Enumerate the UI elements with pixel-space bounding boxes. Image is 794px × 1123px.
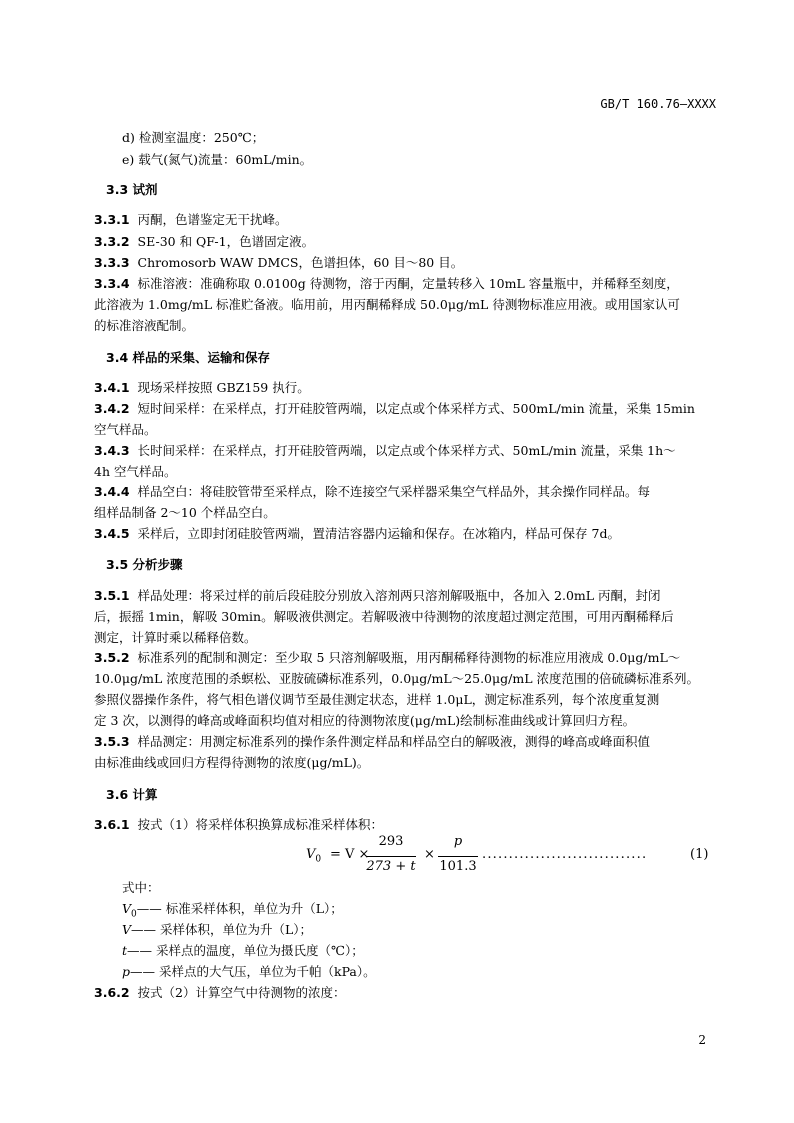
fraction-bar xyxy=(366,856,416,857)
clause-number: 3.4.5 xyxy=(94,526,130,541)
clause-3-5-1-line2: 后，振摇 1min，解吸 30min。解吸液供测定。若解吸液中待测物的浓度超过测定范围，可用丙酮稀释后 xyxy=(94,609,674,624)
fraction-1-numerator: 293 xyxy=(378,834,404,849)
clause-3-4-2-line2: 空气样品。 xyxy=(94,422,157,437)
clause-3-4-1 xyxy=(94,380,310,396)
clause-text: 按式（2）计算空气中待测物的浓度： xyxy=(137,985,346,1000)
clause-text: Chromosorb WAW DMCS，色谱担体，60 目～80 目。 xyxy=(137,255,464,270)
formula-times: × xyxy=(424,847,435,862)
section-heading-3-6: 3.6 计算 xyxy=(106,787,158,802)
clause-3-4-3 xyxy=(94,443,676,459)
clause-number: 3.4.3 xyxy=(94,443,130,458)
clause-number: 3.4.4 xyxy=(94,484,130,499)
fraction-2-denominator: 101.3 xyxy=(439,859,477,874)
clause-text: 样品空白：将硅胶管带至采样点，除不连接空气采样器采集空气样品外，其余操作同样品。每 xyxy=(137,484,651,499)
list-item-d: d) 检测室温度：250℃； xyxy=(122,130,265,145)
clause-3-4-4-line2: 组样品制备 2～10 个样品空白。 xyxy=(94,505,276,520)
clause-3-4-3-line2: 4h 空气样品。 xyxy=(94,464,177,479)
clause-3-3-3 xyxy=(94,255,463,271)
clause-3-3-4 xyxy=(94,276,720,292)
section-heading-3-4: 3.4 样品的采集、运输和保存 xyxy=(106,350,270,365)
section-heading-3-5: 3.5 分析步骤 xyxy=(106,557,183,572)
clause-3-4-2 xyxy=(94,401,695,417)
definition-p xyxy=(122,964,376,980)
clause-3-6-1 xyxy=(94,817,383,833)
clause-3-3-4-line3: 的标准溶液配制。 xyxy=(94,318,195,333)
clause-number: 3.4.2 xyxy=(94,401,130,416)
definition-text: —— 采样点的温度，单位为摄氏度（℃）； xyxy=(127,943,364,958)
definition-v0: $V_0——$ 标准采样体积，单位为升（L）； xyxy=(122,901,343,920)
definition-text: —— 标准采样体积，单位为升（L）； xyxy=(136,901,343,916)
clause-3-5-2 xyxy=(94,650,680,666)
page-number: 2 xyxy=(698,1033,706,1047)
formula-leader-dots: ............................... xyxy=(482,847,648,862)
symbol: t xyxy=(122,943,128,958)
clause-number: 3.5.3 xyxy=(94,734,130,749)
clause-3-4-5 xyxy=(94,526,620,542)
clause-number: 3.6.1 xyxy=(94,817,130,832)
symbol: p xyxy=(122,964,131,979)
clause-3-5-2-line3: 参照仪器操作条件，将气相色谱仪调节至最佳测定状态，进样 1.0μL，测定标准系列，每个浓度重复测 xyxy=(94,692,660,707)
clause-3-5-3 xyxy=(94,734,650,750)
definition-v xyxy=(122,922,312,938)
formula-number: (1) xyxy=(690,847,709,862)
clause-text: 现场采样按照 GBZ159 执行。 xyxy=(137,380,310,395)
fraction-1-denominator: 273 + t xyxy=(366,859,416,874)
clause-text: 采样后，立即封闭硅胶管两端，置清洁容器内运输和保存。在冰箱内，样品可保存 7d。 xyxy=(137,526,620,541)
clause-3-5-3-line2: 由标准曲线或回归方程得待测物的浓度(μg/mL)。 xyxy=(94,755,370,770)
clause-number: 3.3.3 xyxy=(94,255,130,270)
fraction-bar xyxy=(438,856,478,857)
clause-number: 3.3.1 xyxy=(94,212,130,227)
clause-text: 丙酮，色谱鉴定无干扰峰。 xyxy=(137,212,288,227)
clause-number: 3.6.2 xyxy=(94,985,130,1000)
formula-lhs: $V_0$ xyxy=(306,847,322,865)
clause-3-3-1 xyxy=(94,212,288,228)
formula-eq: = V × xyxy=(330,847,370,862)
clause-text: 样品处理：将采过样的前后段硅胶分别放入溶剂两只溶剂解吸瓶中，各加入 2.0mL 丙酮，封闭 xyxy=(137,588,661,603)
formula-1 xyxy=(300,834,720,878)
definition-t xyxy=(122,943,364,959)
clause-number: 3.4.1 xyxy=(94,380,130,395)
clause-3-5-2-line2: 10.0μg/mL 浓度范围的杀螟松、亚胺硫磷标准系列，0.0μg/mL～25.0μg/mL 浓度范围的倍硫磷标准系列。 xyxy=(94,671,699,686)
clause-3-5-1-line3: 测定，计算时乘以稀释倍数。 xyxy=(94,630,257,645)
clause-3-3-2 xyxy=(94,234,314,250)
clause-text: 标准溶液：准确称取 0.0100g 待测物，溶于丙酮，定量转移入 10mL 容量瓶中，并稀释至刻度， xyxy=(137,276,679,291)
definition-text: —— 采样体积，单位为升（L）； xyxy=(131,922,313,937)
clause-number: 3.3.2 xyxy=(94,234,130,249)
clause-number: 3.3.4 xyxy=(94,276,130,291)
clause-3-6-2 xyxy=(94,985,346,1001)
clause-3-5-2-line4: 定 3 次，以测得的峰高或峰面积均值对相应的待测物浓度(μg/mL)绘制标准曲线或计算回归方程。 xyxy=(94,713,636,728)
clause-number: 3.5.1 xyxy=(94,588,130,603)
standard-number: GB/T 160.76—XXXX xyxy=(600,97,716,111)
definition-text: —— 采样点的大气压，单位为千帕（kPa）。 xyxy=(130,964,376,979)
clause-number: 3.5.2 xyxy=(94,650,130,665)
fraction-2-numerator: p xyxy=(453,834,463,849)
symbol: V xyxy=(122,922,132,937)
clause-text: 长时间采样：在采样点，打开硅胶管两端，以定点或个体采样方式、50mL/min 流量，采集 1h～ xyxy=(137,443,676,458)
clause-3-5-1 xyxy=(94,588,661,604)
list-item-e: e) 载气(氮气)流量：60mL/min。 xyxy=(122,152,313,167)
clause-text: 样品测定：用测定标准系列的操作条件测定样品和样品空白的解吸液，测得的峰高或峰面积值 xyxy=(137,734,651,749)
clause-3-4-4 xyxy=(94,484,650,500)
where-label: 式中： xyxy=(122,880,160,895)
symbol: V xyxy=(122,901,132,916)
clause-text: 短时间采样：在采样点，打开硅胶管两端，以定点或个体采样方式、500mL/min 流量，采集 15min xyxy=(137,401,695,416)
clause-text: SE-30 和 QF-1，色谱固定液。 xyxy=(137,234,315,249)
clause-3-3-4-line2: 此溶液为 1.0mg/mL 标准贮备液。临用前，用丙酮稀释成 50.0μg/mL 待测物标准应用液。或用国家认可 xyxy=(94,297,680,312)
clause-text: 按式（1）将采样体积换算成标准采样体积： xyxy=(137,817,384,832)
clause-text: 标准系列的配制和测定：至少取 5 只溶剂解吸瓶，用丙酮稀释待测物的标准应用液成 0.0μg/mL～ xyxy=(137,650,681,665)
section-heading-3-3: 3.3 试剂 xyxy=(106,182,158,197)
